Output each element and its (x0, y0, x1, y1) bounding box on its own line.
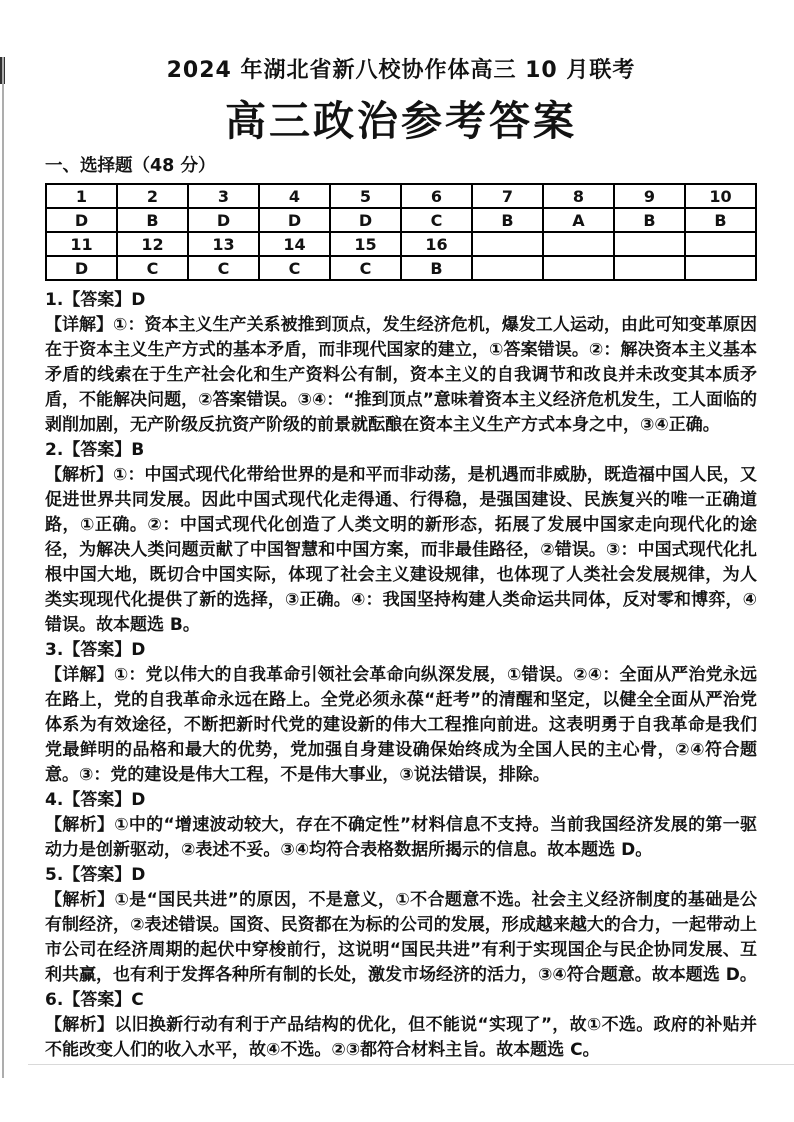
answer-line: 6.【答案】C (45, 990, 144, 1010)
answer-explanation: 【解析】①是“国民共进”的原因，不是意义，①不合题意不选。社会主义经济制度的基础是公有制经济，②表述错误。国资、民资都在为标的公司的发展，形成越来越大的合力，一起带动上市公司在经济周期的起伏中穿梭前行，这说明“国民共进”有利于实现国企与民企协同发展、互利共赢，也有利于发挥各种所有制的长处，激发市场经济的活力，③④符合题意。故本题选 D。 (45, 890, 757, 985)
answer-line: 1.【答案】D (45, 290, 146, 310)
answer-line: 2.【答案】B (45, 440, 145, 460)
answer-table-cell (685, 232, 756, 256)
answer-table-cell: C (259, 256, 330, 280)
answer-table-cell: 11 (46, 232, 117, 256)
answer-item (45, 863, 757, 988)
scan-artifact-left-line (2, 57, 4, 1078)
answer-table-cell: 13 (188, 232, 259, 256)
answers-list (45, 288, 757, 1063)
answer-table-cell (472, 232, 543, 256)
answer-table-cell (685, 256, 756, 280)
answer-table-cell: C (188, 256, 259, 280)
answer-table-cell: 3 (188, 184, 259, 208)
answer-item (45, 988, 757, 1063)
scan-artifact-bottom-rule (28, 1064, 794, 1065)
page-content (45, 56, 757, 1063)
answer-table-cell: B (472, 208, 543, 232)
answer-table-cell (543, 256, 614, 280)
answer-table-cell: B (117, 208, 188, 232)
answer-table-cell (543, 232, 614, 256)
answer-table-cell: 16 (401, 232, 472, 256)
answer-explanation: 【详解】①：资本主义生产关系被推到顶点，发生经济危机，爆发工人运动，由此可知变革原因在于资本主义生产方式的基本矛盾，而非现代国家的建立，①答案错误。②：解决资本主义基本矛盾的线索在于生产社会化和生产资料公有制，资本主义的自我调节和改良并未改变其本质矛盾，不能解决问题，②答案错误。③④：“推到顶点”意味着资本主义经济危机发生，工人面临的剥削加剧，无产阶级反抗资产阶级的前景就酝酿在资本主义生产方式本身之中，③④正确。 (45, 315, 757, 435)
answer-table-cell: D (330, 208, 401, 232)
answer-line: 4.【答案】D (45, 790, 146, 810)
answer-table-cell: A (543, 208, 614, 232)
answer-item (45, 638, 757, 788)
answer-table-cell: 12 (117, 232, 188, 256)
answer-table-cell: D (46, 208, 117, 232)
answer-table-cell: 6 (401, 184, 472, 208)
answer-table-cell: D (46, 256, 117, 280)
answer-table-cell: 10 (685, 184, 756, 208)
answer-item (45, 438, 757, 638)
answer-table-row (46, 232, 756, 256)
answer-table-cell: C (117, 256, 188, 280)
answer-table-cell: 8 (543, 184, 614, 208)
answer-table-cell: 9 (614, 184, 685, 208)
answer-table-cell: D (259, 208, 330, 232)
answer-table-cell: 7 (472, 184, 543, 208)
answer-table-cell: 14 (259, 232, 330, 256)
answer-table-cell (614, 232, 685, 256)
answer-line: 5.【答案】D (45, 865, 146, 885)
answer-table-cell: 4 (259, 184, 330, 208)
page-title: 2024 年湖北省新八校协作体高三 10 月联考 (166, 58, 636, 83)
answer-table-cell (614, 256, 685, 280)
answer-table-body (46, 184, 756, 280)
answer-table-cell: B (614, 208, 685, 232)
section-heading-multiple-choice: 一、选择题（48 分） (45, 156, 216, 176)
answer-line: 3.【答案】D (45, 640, 146, 660)
answer-table-cell: B (401, 256, 472, 280)
answer-table-row (46, 184, 756, 208)
answer-table-cell: 5 (330, 184, 401, 208)
answer-table-cell: 1 (46, 184, 117, 208)
answer-explanation: 【解析】以旧换新行动有利于产品结构的优化，但不能说“实现了”，故①不选。政府的补贴并不能改变人们的收入水平，故④不选。②③都符合材料主旨。故本题选 C。 (45, 1015, 757, 1060)
answer-explanation: 【详解】①：党以伟大的自我革命引领社会革命向纵深发展，①错误。②④：全面从严治党永远在路上，党的自我革命永远在路上。全党必须永葆“赶考”的清醒和坚定，以健全全面从严治党体系为有效途径，不断把新时代党的建设新的伟大工程推向前进。这表明勇于自我革命是我们党最鲜明的品格和最大的优势，党加强自身建设确保始终成为全国人民的主心骨，②④符合题意。③：党的建设是伟大工程，不是伟大事业，③说法错误，排除。 (45, 665, 757, 785)
answer-table-cell: D (188, 208, 259, 232)
answer-table-cell (472, 256, 543, 280)
answer-table-cell: 15 (330, 232, 401, 256)
answer-table-cell: C (401, 208, 472, 232)
answer-table-cell: B (685, 208, 756, 232)
answer-table-cell: 2 (117, 184, 188, 208)
answer-table (45, 183, 757, 281)
answer-item (45, 788, 757, 863)
answer-table-cell: C (330, 256, 401, 280)
page-subtitle: 高三政治参考答案 (225, 97, 577, 145)
answer-explanation: 【解析】①中的“增速波动较大，存在不确定性”材料信息不支持。当前我国经济发展的第一驱动力是创新驱动，②表述不妥。③④均符合表格数据所揭示的信息。故本题选 D。 (45, 815, 757, 860)
answer-table-row (46, 208, 756, 232)
answer-explanation: 【解析】①：中国式现代化带给世界的是和平而非动荡，是机遇而非威胁，既造福中国人民，又促进世界共同发展。因此中国式现代化走得通、行得稳，是强国建设、民族复兴的唯一正确道路，①正确。②：中国式现代化创造了人类文明的新形态，拓展了发展中国家走向现代化的途径，为解决人类问题贡献了中国智慧和中国方案，而非最佳路径，②错误。③：中国式现代化扎根中国大地，既切合中国实际，体现了社会主义建设规律，也体现了人类社会发展规律，为人类实现现代化提供了新的选择，③正确。④：我国坚持构建人类命运共同体，反对零和博弈，④错误。故本题选 B。 (45, 465, 757, 635)
answer-item (45, 288, 757, 438)
answer-table-row (46, 256, 756, 280)
